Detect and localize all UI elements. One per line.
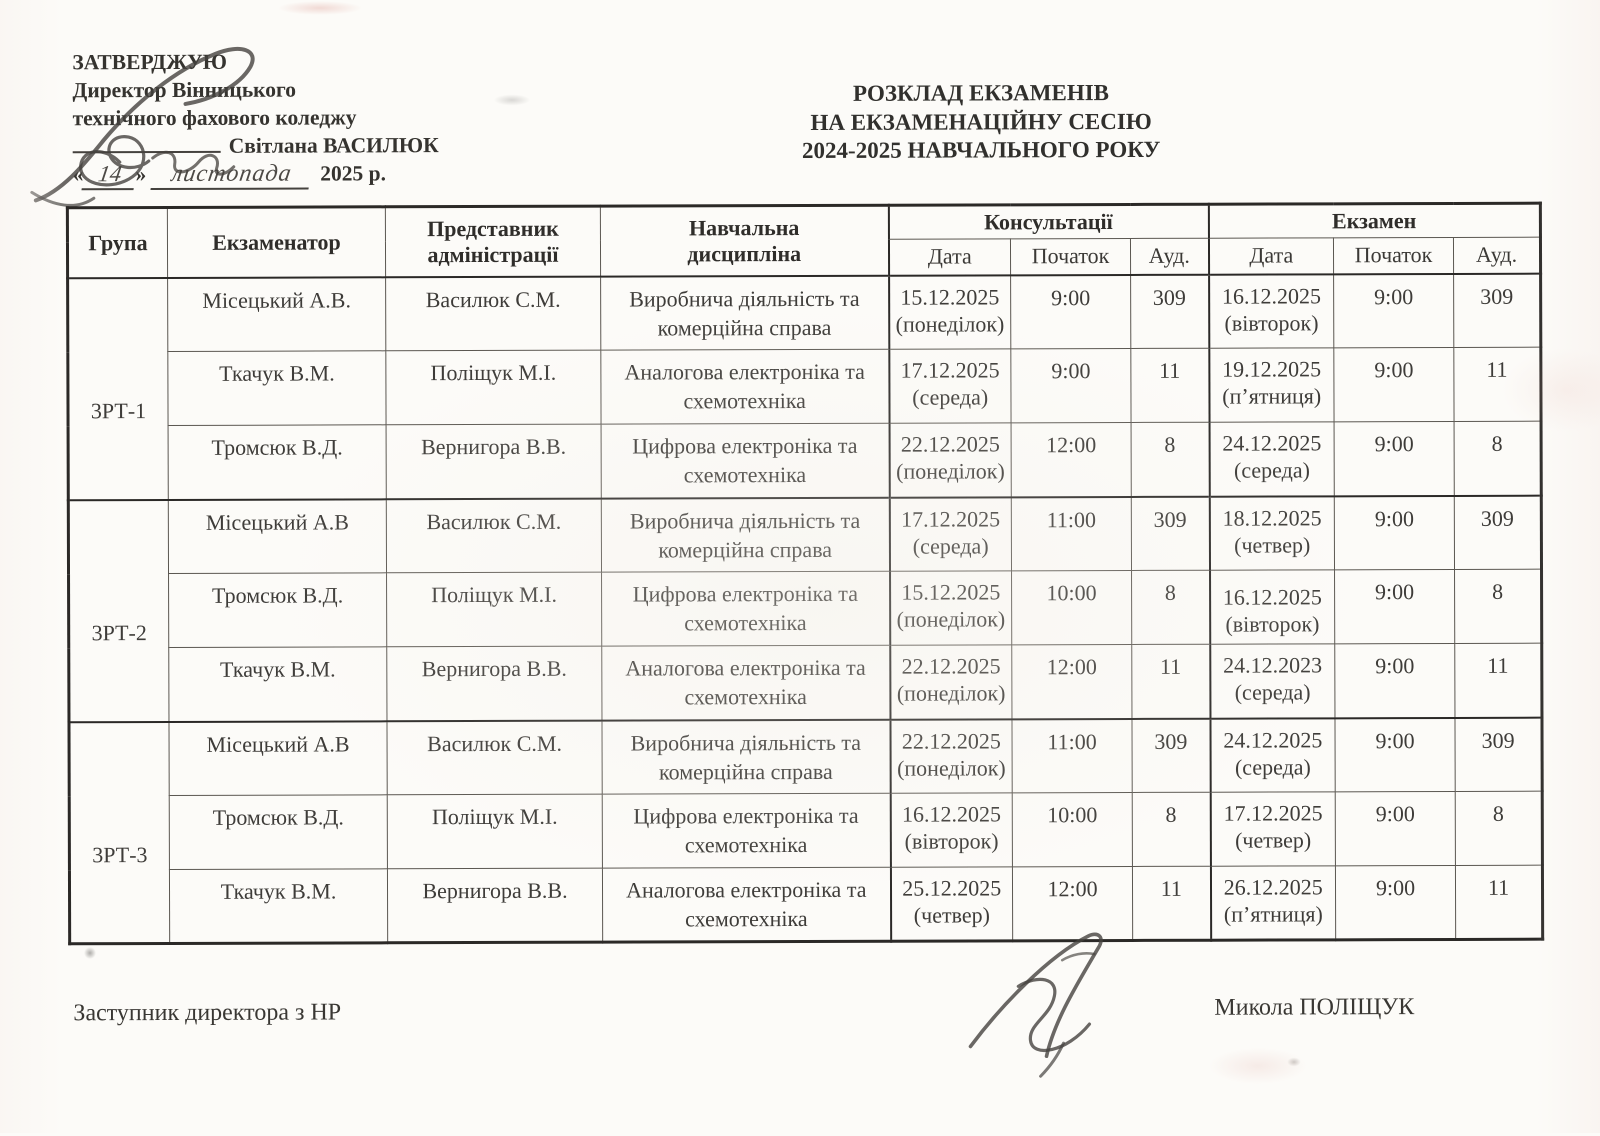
title-line-3: 2024-2025 НАВЧАЛЬНОГО РОКУ bbox=[801, 136, 1161, 163]
exam-date-cell bbox=[1210, 866, 1335, 940]
exam-start-cell: 9:00 bbox=[1334, 421, 1454, 495]
consult-room-cell: 8 bbox=[1131, 422, 1209, 496]
exam-date: 18.12.2025 bbox=[1222, 504, 1322, 531]
exam-weekday: (середа) bbox=[1233, 457, 1310, 483]
exam-weekday: (середа) bbox=[1234, 753, 1311, 780]
exam-date-cell bbox=[1209, 348, 1334, 422]
exam-room-cell: 8 bbox=[1455, 569, 1542, 643]
table-row bbox=[69, 865, 1542, 944]
header-consult-date: Дата bbox=[888, 239, 1010, 275]
consult-weekday: (четвер) bbox=[913, 902, 990, 928]
consult-date-cell bbox=[890, 793, 1012, 867]
exam-room-cell: 8 bbox=[1454, 421, 1541, 495]
admin-cell: Вернигора В.В. bbox=[386, 424, 601, 499]
consult-date: 17.12.2025 bbox=[900, 357, 1000, 383]
examiner-cell: Тромсюк В.Д. bbox=[168, 425, 386, 500]
header-subject: Навчальна дисципліна bbox=[600, 205, 888, 276]
subject-cell: Аналогова електроніка та схемотехніка bbox=[601, 349, 889, 424]
consult-date-cell bbox=[890, 571, 1012, 645]
exam-room-cell: 309 bbox=[1454, 495, 1541, 569]
group-name-cell: 3РТ-2 bbox=[68, 499, 169, 721]
table-row bbox=[68, 421, 1541, 500]
consult-weekday: (понеділок) bbox=[896, 606, 1006, 632]
approval-line-director: Директор Вінницького bbox=[72, 77, 297, 103]
consult-date: 25.12.2025 bbox=[902, 875, 1002, 901]
approval-line-college: технічного фахового коледжу bbox=[72, 105, 357, 131]
exam-room-cell: 309 bbox=[1455, 717, 1542, 791]
exam-date: 17.12.2025 bbox=[1223, 800, 1323, 826]
exam-start-cell: 9:00 bbox=[1335, 643, 1455, 717]
consult-start-cell: 9:00 bbox=[1011, 274, 1131, 348]
exam-start-cell: 9:00 bbox=[1335, 569, 1455, 643]
footer-position-title: Заступник директора з НР bbox=[73, 999, 342, 1027]
exam-start-cell: 9:00 bbox=[1334, 347, 1454, 421]
exam-weekday: (четвер) bbox=[1235, 827, 1312, 853]
exam-weekday: (четвер) bbox=[1234, 531, 1311, 558]
approval-year: 2025 р. bbox=[320, 161, 387, 186]
consult-weekday: (середа) bbox=[912, 532, 989, 559]
table-row bbox=[68, 495, 1541, 574]
consult-room-cell: 8 bbox=[1132, 570, 1210, 644]
admin-cell: Василюк С.М. bbox=[386, 276, 601, 351]
exam-weekday: (вівторок) bbox=[1225, 611, 1320, 637]
header-consult-room: Ауд. bbox=[1130, 238, 1208, 274]
exam-date: 16.12.2025 bbox=[1222, 584, 1322, 610]
exam-room-cell: 8 bbox=[1455, 791, 1542, 865]
subject-cell: Виробнича діяльність та комерційна справа bbox=[602, 719, 890, 794]
subject-cell: Аналогова електроніка та схемотехніка bbox=[602, 867, 890, 942]
consult-date: 22.12.2025 bbox=[901, 653, 1001, 679]
exam-start-cell: 9:00 bbox=[1335, 791, 1455, 865]
exam-date: 19.12.2025 bbox=[1222, 356, 1322, 382]
consult-start-cell: 11:00 bbox=[1011, 496, 1131, 570]
examiner-cell: Тромсюк В.Д. bbox=[169, 573, 387, 648]
signature-blank-line bbox=[73, 135, 221, 153]
consult-date-cell bbox=[890, 645, 1012, 719]
quote-close: » bbox=[135, 162, 147, 187]
consult-date-cell bbox=[890, 867, 1012, 941]
group-block bbox=[69, 717, 1543, 944]
subject-cell: Виробнича діяльність та комерційна справа bbox=[601, 497, 889, 572]
approval-date-line bbox=[73, 159, 503, 190]
exam-start-cell: 9:00 bbox=[1334, 495, 1454, 569]
consult-weekday: (понеділок) bbox=[895, 310, 1005, 337]
consult-room-cell: 11 bbox=[1131, 348, 1209, 422]
admin-cell: Вернигора В.В. bbox=[387, 646, 602, 721]
admin-cell: Поліщук М.І. bbox=[387, 572, 602, 647]
consult-date: 15.12.2025 bbox=[900, 283, 1000, 310]
admin-cell: Вернигора В.В. bbox=[387, 868, 602, 943]
header-group: Група bbox=[67, 207, 167, 277]
exam-room-cell: 11 bbox=[1454, 347, 1541, 421]
approval-name-line bbox=[73, 131, 503, 160]
examiner-cell: Місецький А.В. bbox=[168, 277, 386, 352]
consult-start-cell: 12:00 bbox=[1012, 644, 1132, 718]
document-title bbox=[758, 79, 1203, 166]
consult-room-cell: 11 bbox=[1132, 866, 1210, 940]
table-row bbox=[69, 717, 1542, 796]
header-examiner: Екзаменатор bbox=[167, 207, 385, 278]
approval-stamp: ЗАТВЕРДЖУЮ bbox=[72, 49, 228, 75]
exam-start-cell: 9:00 bbox=[1334, 273, 1454, 347]
approval-block bbox=[72, 47, 502, 190]
header-admin: Представник адміністрації bbox=[385, 206, 600, 277]
subject-cell: Цифрова електроніка та схемотехніка bbox=[601, 423, 889, 498]
consult-weekday: (понеділок) bbox=[896, 458, 1005, 484]
consult-date-cell bbox=[889, 497, 1011, 571]
exam-date: 24.12.2023 bbox=[1223, 652, 1323, 678]
consult-start-cell: 9:00 bbox=[1011, 348, 1131, 422]
consult-start-cell: 11:00 bbox=[1012, 718, 1132, 792]
header-consultations: Консультації bbox=[888, 204, 1208, 239]
subject-cell: Виробнича діяльність та комерційна справа bbox=[601, 275, 889, 350]
header-exam-room: Ауд. bbox=[1453, 237, 1540, 273]
subject-cell: Аналогова електроніка та схемотехніка bbox=[602, 645, 890, 720]
consult-room-cell: 309 bbox=[1131, 496, 1209, 570]
exam-start-cell: 9:00 bbox=[1335, 717, 1455, 791]
header-exam: Екзамен bbox=[1208, 203, 1540, 238]
examiner-cell: Тромсюк В.Д. bbox=[169, 795, 387, 870]
consult-date: 22.12.2025 bbox=[901, 727, 1001, 754]
consult-date-cell bbox=[890, 719, 1012, 793]
exam-weekday: (середа) bbox=[1234, 679, 1311, 705]
consult-weekday: (понеділок) bbox=[897, 754, 1006, 781]
examiner-cell: Ткачук В.М. bbox=[168, 351, 386, 426]
admin-cell: Василюк С.М. bbox=[387, 720, 602, 795]
exam-date-cell bbox=[1210, 644, 1335, 718]
table-row bbox=[69, 643, 1542, 722]
consult-room-cell: 11 bbox=[1132, 644, 1210, 718]
exam-weekday: (п’ятниця) bbox=[1222, 383, 1322, 409]
table-row bbox=[69, 791, 1542, 870]
exam-date-cell bbox=[1209, 274, 1334, 348]
handwritten-month: листопада bbox=[150, 160, 313, 191]
exam-room-cell: 309 bbox=[1454, 273, 1541, 347]
consult-weekday: (середа) bbox=[912, 384, 989, 410]
exam-date-cell bbox=[1209, 422, 1334, 496]
consult-room-cell: 309 bbox=[1132, 718, 1210, 792]
consult-date-cell bbox=[889, 275, 1011, 349]
consult-start-cell: 12:00 bbox=[1011, 422, 1131, 496]
exam-date-cell bbox=[1210, 570, 1335, 644]
exam-start-cell: 9:00 bbox=[1335, 865, 1455, 939]
exam-date: 16.12.2025 bbox=[1221, 282, 1321, 309]
table-row bbox=[69, 569, 1542, 648]
header-consult-start: Початок bbox=[1010, 238, 1130, 274]
exam-date: 24.12.2025 bbox=[1222, 430, 1322, 456]
handwritten-day: 14 bbox=[81, 160, 138, 190]
exam-date: 24.12.2025 bbox=[1223, 726, 1323, 753]
consult-room-cell: 309 bbox=[1131, 274, 1209, 348]
examiner-cell: Місецький А.В bbox=[168, 499, 386, 574]
exam-room-cell: 11 bbox=[1455, 865, 1542, 939]
subject-cell: Цифрова електроніка та схемотехніка bbox=[602, 793, 890, 868]
consult-start-cell: 10:00 bbox=[1012, 570, 1132, 644]
consult-date: 16.12.2025 bbox=[901, 801, 1002, 827]
consult-start-cell: 12:00 bbox=[1012, 866, 1132, 940]
consult-date-cell bbox=[889, 423, 1011, 497]
consult-date: 15.12.2025 bbox=[901, 579, 1001, 605]
table-row bbox=[68, 347, 1541, 426]
admin-cell: Поліщук М.І. bbox=[386, 350, 601, 425]
examiner-cell: Місецький А.В bbox=[169, 721, 387, 796]
consult-room-cell: 8 bbox=[1132, 792, 1210, 866]
deputy-signature bbox=[956, 924, 1192, 1090]
admin-cell: Поліщук М.І. bbox=[387, 794, 602, 869]
title-line-2: НА ЕКЗАМЕНАЦІЙНУ СЕСІЮ bbox=[810, 108, 1152, 135]
examiner-cell: Ткачук В.М. bbox=[169, 869, 387, 944]
consult-start-cell: 10:00 bbox=[1012, 792, 1132, 866]
director-name: Світлана ВАСИЛЮК bbox=[228, 133, 439, 158]
examiner-cell: Ткачук В.М. bbox=[169, 647, 387, 722]
footer-deputy-name: Микола ПОЛІЩУК bbox=[1214, 994, 1415, 1021]
header-exam-start: Початок bbox=[1333, 237, 1453, 273]
exam-date-cell bbox=[1209, 496, 1334, 570]
exam-date-cell bbox=[1210, 792, 1335, 866]
header-exam-date: Дата bbox=[1208, 238, 1333, 274]
title-line-1: РОЗКЛАД ЕКЗАМЕНІВ bbox=[852, 80, 1110, 106]
admin-cell: Василюк С.М. bbox=[386, 498, 601, 573]
exam-date-cell bbox=[1210, 718, 1335, 792]
table-row bbox=[68, 273, 1541, 352]
consult-weekday: (понеділок) bbox=[896, 680, 1006, 706]
group-block bbox=[68, 495, 1542, 722]
consult-weekday: (вівторок) bbox=[904, 828, 999, 854]
consult-date-cell bbox=[889, 349, 1011, 423]
quote-open: « bbox=[72, 162, 84, 187]
group-name-cell: 3РТ-3 bbox=[69, 721, 170, 943]
group-block bbox=[68, 273, 1542, 500]
exam-schedule-table bbox=[66, 202, 1544, 946]
exam-room-cell: 11 bbox=[1455, 643, 1542, 717]
exam-weekday: (п’ятниця) bbox=[1223, 901, 1323, 927]
exam-date: 26.12.2025 bbox=[1223, 874, 1323, 900]
exam-weekday: (вівторок) bbox=[1224, 309, 1319, 336]
subject-cell: Цифрова електроніка та схемотехніка bbox=[602, 571, 890, 646]
group-name-cell: 3РТ-1 bbox=[68, 277, 169, 499]
consult-date: 22.12.2025 bbox=[900, 431, 1000, 457]
consult-date: 17.12.2025 bbox=[901, 505, 1001, 532]
